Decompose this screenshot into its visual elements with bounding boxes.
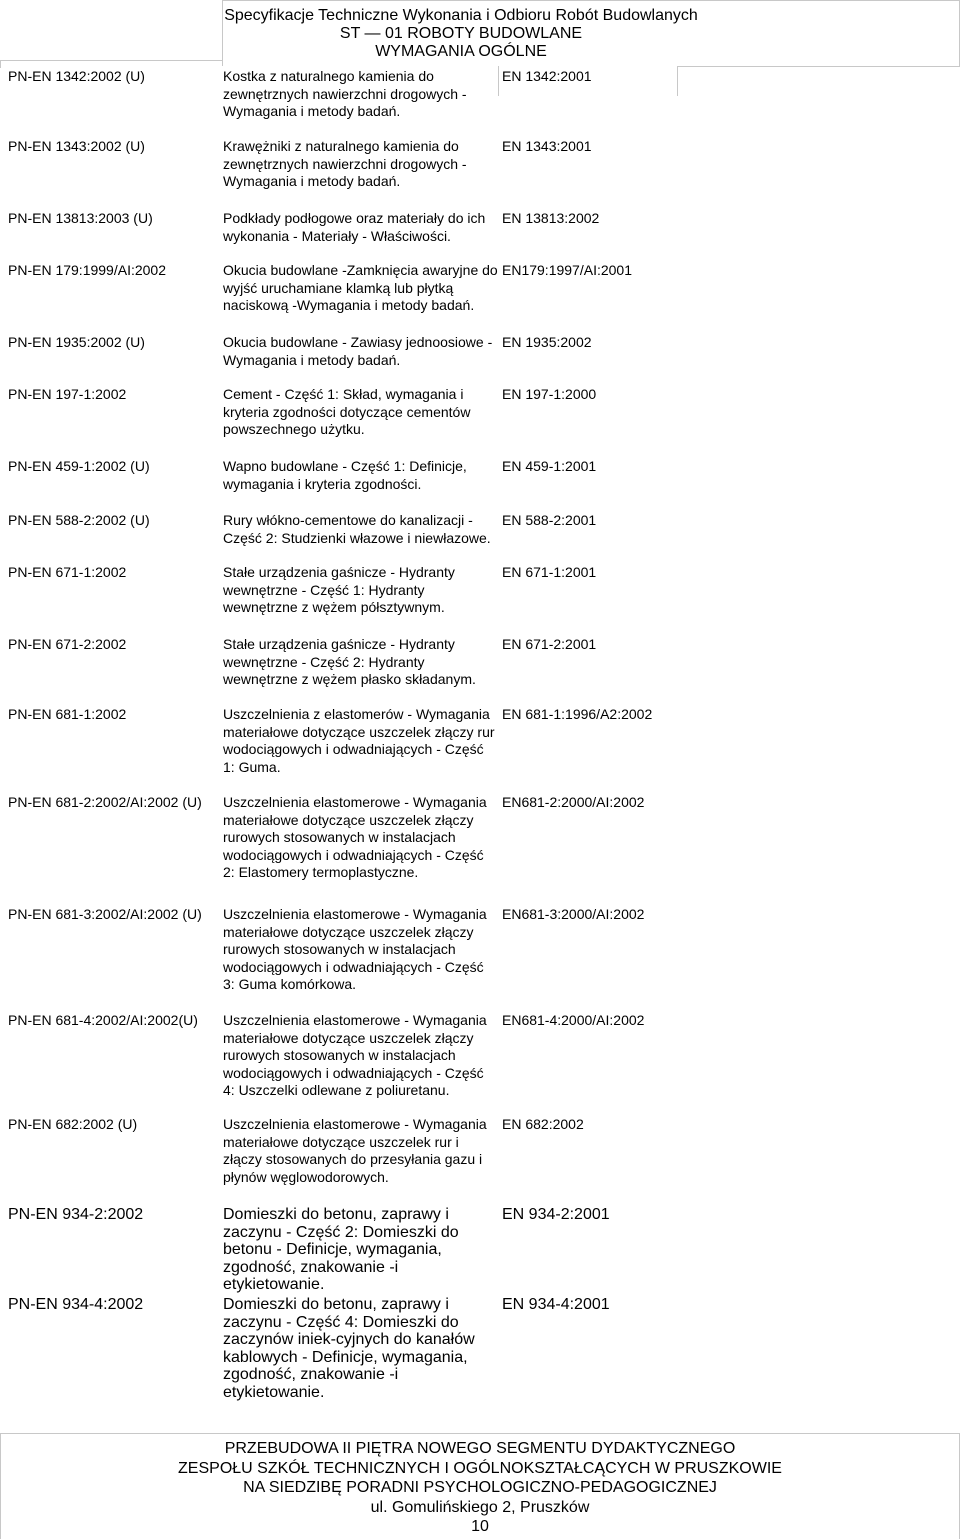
standard-code: PN-EN 459-1:2002 (U): [8, 458, 150, 474]
page-header: [222, 0, 960, 66]
standard-title: Podkłady podłogowe oraz materiały do ich wykonania - Materiały - Właściwości.: [223, 210, 486, 244]
standard-code: PN-EN 179:1999/AI:2002: [8, 262, 166, 278]
standard-title: Uszczelnienia elastomerowe - Wymagania materiałowe dotyczące uszczelek złączy rurowych stosowanych w instalacjach wodociągowych i odwadniających - Część 4: Uszczelki odlewane z poliuretanu.: [223, 1012, 487, 1098]
header-left-frame: [0, 60, 222, 68]
standard-code: PN-EN 13813:2003 (U): [8, 210, 153, 226]
standard-title: Kostka z naturalnego kamienia do zewnętrznych nawierzchni drogowych - Wymagania i metody badań.: [223, 68, 467, 119]
standard-code: PN-EN 671-2:2002: [8, 636, 127, 652]
footer-purpose: NA SIEDZIBĘ PORADNI PSYCHOLOGICZNO-PEDAGOGICZNEJ: [243, 1479, 717, 1496]
standard-title: Stałe urządzenia gaśnicze - Hydranty wewnętrzne - Część 1: Hydranty wewnętrzne z wężem półsztywnym.: [223, 564, 455, 615]
footer-project: PRZEBUDOWA II PIĘTRA NOWEGO SEGMENTU DYDAKTYCZNEGO: [224, 1440, 736, 1457]
standard-reference: EN 588-2:2001: [502, 512, 597, 528]
standard-reference: EN 681-1:1996/A2:2002: [502, 706, 653, 722]
standard-reference: EN 1935:2002: [502, 334, 592, 350]
standard-reference: EN681-2:2000/AI:2002: [502, 794, 645, 810]
standard-code: PN-EN 1342:2002 (U): [8, 68, 145, 84]
standard-reference: EN179:1997/AI:2001: [502, 262, 632, 278]
standard-code: PN-EN 671-1:2002: [8, 564, 127, 580]
standard-code: PN-EN 197-1:2002: [8, 386, 127, 402]
footer-school: ZESPOŁU SZKÓŁ TECHNICZNYCH I OGÓLNOKSZTAŁCĄCYCH W PRUSZKOWIE: [178, 1459, 782, 1477]
standard-title: Krawężniki z naturalnego kamienia do zewnętrznych nawierzchni drogowych - Wymagania i metody badań.: [223, 138, 467, 189]
standard-title: Wapno budowlane - Część 1: Definicje, wymagania i kryteria zgodności.: [223, 458, 467, 492]
standard-title: Rury włókno-cementowe do kanalizacji - Część 2: Studzienki włazowe i niewłazowe.: [223, 512, 491, 546]
header-section: WYMAGANIA OGÓLNE: [375, 43, 547, 60]
standard-reference: EN 1342:2001: [502, 68, 592, 84]
standard-reference: EN 682:2002: [502, 1116, 584, 1132]
standard-title: Cement - Część 1: Skład, wymagania i kryteria zgodności dotyczące cementów powszechnego użytku.: [223, 386, 471, 437]
page-footer: [0, 1433, 960, 1539]
standard-code: PN-EN 1935:2002 (U): [8, 334, 145, 350]
footer-address: ul. Gomulińskiego 2, Pruszków: [370, 1498, 590, 1516]
standard-code: PN-EN 682:2002 (U): [8, 1116, 138, 1132]
standard-reference: EN681-4:2000/AI:2002: [502, 1012, 645, 1028]
header-title: Specyfikacje Techniczne Wykonania i Odbioru Robót Budowlanych: [224, 7, 698, 24]
standard-title: Uszczelnienia elastomerowe - Wymagania materiałowe dotyczące uszczelek złączy rurowych stosowanych w instalacjach wodociągowych i odwadniających - Część 3: Guma komórkowa.: [223, 906, 487, 992]
standard-reference: EN 671-1:2001: [502, 564, 597, 580]
standard-title: Okucia budowlane -Zamknięcia awaryjne do wyjść uruchamiane klamką lub płytką naciskową -Wymagania i metody badań.: [223, 262, 498, 313]
standard-title: Stałe urządzenia gaśnicze - Hydranty wewnętrzne - Część 2: Hydranty wewnętrzne z wężem płasko składanym.: [223, 636, 476, 687]
page-number: 10: [471, 1518, 489, 1535]
standard-title: Domieszki do betonu, zaprawy i zaczynu - Część 4: Domieszki do zaczynów iniek-cyjnych do kanałów kablowych - Definicje, wymagania, zgodność, znakowanie -i etykietowanie.: [223, 1296, 475, 1401]
header-subtitle: ST — 01 ROBOTY BUDOWLANE: [339, 25, 583, 42]
standard-title: Uszczelnienia elastomerowe - Wymagania materiałowe dotyczące uszczelek złączy rurowych stosowanych w instalacjach wodociągowych i odwadniających - Część 2: Elastomery termoplastyczne.: [223, 794, 487, 880]
standard-reference: EN 197-1:2000: [502, 386, 597, 402]
standard-title: Okucia budowlane - Zawiasy jednoosiowe - Wymagania i metody badań.: [223, 334, 493, 368]
standard-code: PN-EN 681-2:2002/AI:2002 (U): [8, 794, 202, 810]
standard-title: Uszczelnienia z elastomerów - Wymagania materiałowe dotyczące uszczelek złączy rur wodociągowych i odwadniających - Część 1: Guma.: [223, 706, 495, 775]
standard-code: PN-EN 681-3:2002/AI:2002 (U): [8, 906, 202, 922]
standard-code: PN-EN 588-2:2002 (U): [8, 512, 150, 528]
standard-reference: EN 934-4:2001: [502, 1296, 610, 1313]
standard-title: Domieszki do betonu, zaprawy i zaczynu - Część 2: Domieszki do betonu - Definicje, wymagania, zgodność, znakowanie -i etykietowanie.: [223, 1206, 459, 1293]
standard-reference: EN 1343:2001: [502, 138, 592, 154]
standard-code: PN-EN 1343:2002 (U): [8, 138, 145, 154]
standard-reference: EN681-3:2000/AI:2002: [502, 906, 645, 922]
standard-code: PN-EN 681-1:2002: [8, 706, 127, 722]
standard-reference: EN 934-2:2001: [502, 1206, 610, 1223]
standard-code: PN-EN 681-4:2002/AI:2002(U): [8, 1012, 198, 1028]
standard-reference: EN 671-2:2001: [502, 636, 597, 652]
standard-title: Uszczelnienia elastomerowe - Wymagania materiałowe dotyczące uszczelek rur i złączy stosowanych do przesyłania gazu i płynów węglowodorowych.: [223, 1116, 487, 1185]
standard-reference: EN 13813:2002: [502, 210, 600, 226]
header-rule: [678, 66, 960, 67]
standard-code: PN-EN 934-2:2002: [8, 1206, 144, 1223]
standard-code: PN-EN 934-4:2002: [8, 1296, 144, 1313]
standard-reference: EN 459-1:2001: [502, 458, 597, 474]
